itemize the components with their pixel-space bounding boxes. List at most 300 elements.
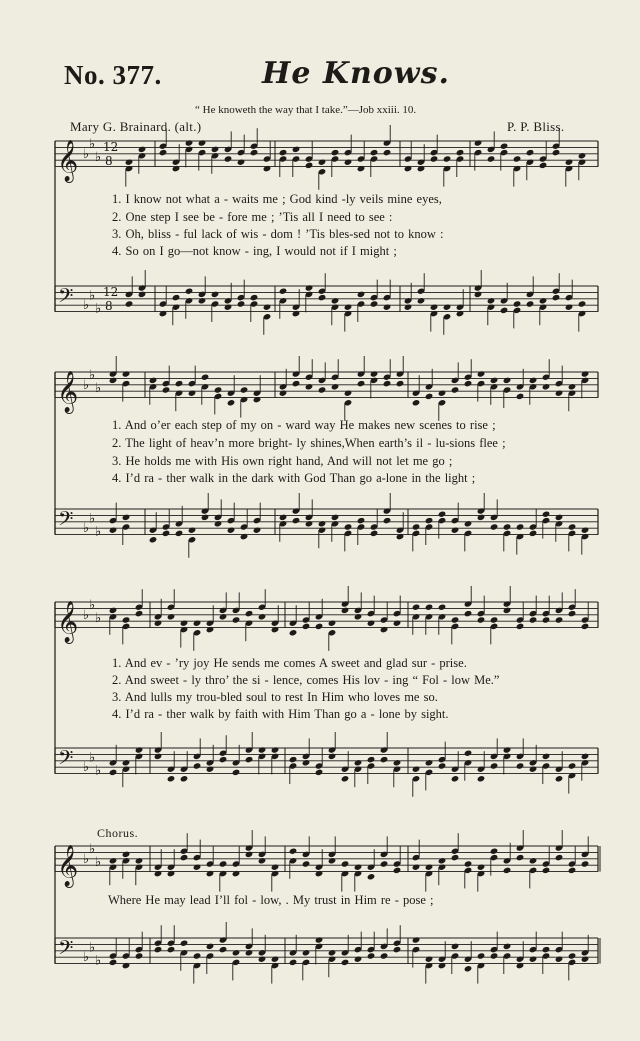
bass-note bbox=[425, 759, 434, 766]
treble-note bbox=[109, 607, 118, 614]
treble-note bbox=[380, 626, 389, 633]
bass-note bbox=[271, 746, 280, 753]
treble-note bbox=[539, 162, 548, 169]
treble-note bbox=[503, 867, 512, 874]
bass-note bbox=[542, 511, 551, 518]
flat-sign: ♭ bbox=[89, 598, 96, 614]
bass-note bbox=[232, 769, 241, 776]
treble-note bbox=[154, 620, 163, 627]
bass-note bbox=[516, 962, 525, 969]
treble-note bbox=[232, 870, 241, 877]
treble-note bbox=[263, 165, 272, 172]
treble-note bbox=[193, 620, 202, 627]
treble-note bbox=[367, 873, 376, 880]
bass-note bbox=[198, 297, 207, 304]
treble-note bbox=[354, 864, 363, 871]
bass-note bbox=[477, 775, 486, 782]
bass-note bbox=[568, 762, 577, 769]
bass-note bbox=[367, 952, 376, 959]
treble-note bbox=[162, 386, 171, 393]
treble-note bbox=[135, 610, 144, 617]
bass-note bbox=[292, 310, 301, 317]
treble-note bbox=[122, 616, 131, 623]
treble-note bbox=[201, 374, 210, 381]
flat-sign: ♭ bbox=[89, 511, 96, 527]
bass-note bbox=[180, 940, 189, 947]
treble-note bbox=[206, 626, 215, 633]
bass-note bbox=[167, 946, 176, 953]
treble-note bbox=[315, 623, 324, 630]
bass-note bbox=[258, 956, 267, 963]
bass-note bbox=[162, 530, 171, 537]
bass-note bbox=[516, 762, 525, 769]
treble-note bbox=[503, 607, 512, 614]
bass-note bbox=[542, 753, 551, 760]
bass-note bbox=[185, 288, 194, 295]
bass-note bbox=[529, 530, 538, 537]
treble-clef: 𝄞 bbox=[57, 845, 79, 887]
treble-note bbox=[138, 146, 147, 153]
flat-sign: ♭ bbox=[89, 288, 96, 304]
bass-clef: 𝄢 bbox=[58, 284, 74, 313]
treble-note bbox=[357, 380, 366, 387]
hymn-number: No. 377. bbox=[64, 60, 162, 90]
treble-note bbox=[232, 616, 241, 623]
treble-note bbox=[135, 857, 144, 864]
bass-note bbox=[568, 952, 577, 959]
treble-note bbox=[500, 143, 509, 150]
bass-note bbox=[318, 520, 327, 527]
bass-note bbox=[240, 533, 249, 540]
bass-note bbox=[279, 288, 288, 295]
flat-sign: ♭ bbox=[95, 150, 102, 165]
treble-note bbox=[344, 390, 353, 397]
bass-note bbox=[341, 959, 350, 966]
bass-note bbox=[193, 762, 202, 769]
treble-note bbox=[542, 383, 551, 390]
treble-note bbox=[380, 860, 389, 867]
treble-note bbox=[253, 396, 262, 403]
treble-note bbox=[477, 370, 486, 377]
bass-note bbox=[289, 959, 298, 966]
treble-note bbox=[516, 393, 525, 400]
flat-sign: ♭ bbox=[83, 298, 90, 314]
treble-note bbox=[224, 155, 233, 162]
flat-sign: ♭ bbox=[83, 950, 90, 966]
treble-note bbox=[578, 152, 587, 159]
bass-note bbox=[568, 523, 577, 530]
treble-note bbox=[542, 867, 551, 874]
bass-note bbox=[503, 523, 512, 530]
treble-note bbox=[167, 613, 176, 620]
bass-note bbox=[555, 514, 564, 521]
bass-note bbox=[315, 936, 324, 943]
bass-note bbox=[412, 523, 421, 530]
bass-note bbox=[370, 530, 379, 537]
bass-note bbox=[206, 943, 215, 950]
bass-note bbox=[341, 775, 350, 782]
bass-clef: 𝄢 bbox=[58, 746, 74, 775]
bass-note bbox=[135, 746, 144, 753]
treble-note bbox=[425, 393, 434, 400]
bass-note bbox=[438, 762, 447, 769]
bass-note bbox=[302, 949, 311, 956]
treble-note bbox=[396, 380, 405, 387]
treble-note bbox=[412, 399, 421, 406]
verse-line: 3. He holds me with His own right hand, And will not let me go ; bbox=[112, 454, 453, 468]
treble-note bbox=[198, 139, 207, 146]
treble-note bbox=[180, 620, 189, 627]
treble-note bbox=[188, 390, 197, 397]
treble-note bbox=[503, 377, 512, 384]
treble-note bbox=[219, 860, 228, 867]
treble-note bbox=[383, 380, 392, 387]
treble-note bbox=[258, 613, 267, 620]
bass-note bbox=[438, 511, 447, 518]
bass-note bbox=[357, 291, 366, 298]
bass-note bbox=[328, 753, 337, 760]
bass-note bbox=[503, 746, 512, 753]
bass-note bbox=[477, 514, 486, 521]
bass-note bbox=[154, 753, 163, 760]
bass-note bbox=[513, 300, 522, 307]
treble-note bbox=[477, 616, 486, 623]
treble-note bbox=[354, 613, 363, 620]
treble-note bbox=[516, 623, 525, 630]
bass-note bbox=[516, 523, 525, 530]
treble-note bbox=[438, 390, 447, 397]
time-signature: 12 bbox=[103, 285, 119, 299]
bass-note bbox=[289, 756, 298, 763]
bass-note bbox=[500, 307, 509, 314]
treble-note bbox=[357, 165, 366, 172]
treble-note bbox=[206, 870, 215, 877]
bass-note bbox=[263, 304, 272, 311]
bass-note bbox=[451, 943, 460, 950]
bass-note bbox=[412, 936, 421, 943]
treble-note bbox=[474, 139, 483, 146]
treble-note bbox=[490, 377, 499, 384]
bass-note bbox=[125, 300, 134, 307]
treble-note bbox=[279, 390, 288, 397]
flat-sign: ♭ bbox=[95, 301, 102, 317]
treble-note bbox=[542, 616, 551, 623]
bass-note bbox=[581, 527, 590, 534]
treble-note bbox=[302, 860, 311, 867]
treble-note bbox=[490, 848, 499, 855]
bass-note bbox=[357, 517, 366, 524]
treble-note bbox=[516, 854, 525, 861]
bass-note bbox=[211, 291, 220, 298]
treble-note bbox=[443, 155, 452, 162]
treble-note bbox=[328, 857, 337, 864]
treble-note bbox=[425, 864, 434, 871]
treble-note bbox=[451, 616, 460, 623]
bass-note bbox=[219, 946, 228, 953]
treble-note bbox=[451, 854, 460, 861]
treble-note bbox=[568, 610, 577, 617]
verse-line: 2. One step I see be - fore me ; ’Tis all I need to see : bbox=[112, 210, 393, 224]
flat-sign: ♭ bbox=[95, 763, 102, 779]
bass-note bbox=[167, 775, 176, 782]
bass-note bbox=[331, 297, 340, 304]
treble-note bbox=[109, 857, 118, 864]
treble-note bbox=[430, 155, 439, 162]
treble-note bbox=[487, 155, 496, 162]
treble-note bbox=[122, 370, 131, 377]
bass-note bbox=[490, 523, 499, 530]
bass-note bbox=[404, 304, 413, 311]
bass-note bbox=[159, 310, 168, 317]
treble-note bbox=[370, 370, 379, 377]
bass-note bbox=[344, 523, 353, 530]
treble-note bbox=[581, 623, 590, 630]
bass-note bbox=[328, 949, 337, 956]
bass-note bbox=[206, 766, 215, 773]
bass-note bbox=[425, 956, 434, 963]
bass-note bbox=[318, 294, 327, 301]
treble-note bbox=[529, 377, 538, 384]
bass-note bbox=[487, 297, 496, 304]
treble-note bbox=[513, 155, 522, 162]
bass-note bbox=[425, 517, 434, 524]
treble-note bbox=[172, 165, 181, 172]
treble-note bbox=[292, 380, 301, 387]
treble-note bbox=[245, 851, 254, 858]
verse-line: 2. And sweet - ly thro’ the si - lence, comes His lov - ing “ Fol - low Me.” bbox=[112, 673, 500, 687]
treble-note bbox=[555, 616, 564, 623]
treble-note bbox=[159, 149, 168, 156]
treble-note bbox=[529, 857, 538, 864]
treble-note bbox=[289, 629, 298, 636]
treble-note bbox=[331, 149, 340, 156]
treble-note bbox=[258, 857, 267, 864]
treble-note bbox=[292, 146, 301, 153]
bass-note bbox=[305, 284, 314, 291]
treble-note bbox=[552, 149, 561, 156]
treble-note bbox=[456, 149, 465, 156]
flat-sign: ♭ bbox=[83, 146, 90, 162]
flat-sign: ♭ bbox=[89, 842, 96, 858]
treble-note bbox=[412, 604, 421, 611]
verse-line: 1. I know not what a - waits me ; God kind -ly veils mine eyes, bbox=[112, 192, 442, 206]
flat-sign: ♭ bbox=[95, 953, 102, 969]
hymn-title: He Knows. bbox=[262, 56, 450, 91]
bass-note bbox=[219, 756, 228, 763]
bass-note bbox=[201, 514, 210, 521]
treble-note bbox=[425, 604, 434, 611]
bass-note bbox=[227, 527, 236, 534]
bass-note bbox=[271, 956, 280, 963]
treble-note bbox=[219, 613, 228, 620]
bass-note bbox=[393, 946, 402, 953]
verse-line: 4. I’d ra - ther walk in the dark with God Than go a-lone in the light ; bbox=[112, 471, 476, 485]
bass-note bbox=[175, 530, 184, 537]
treble-note bbox=[568, 383, 577, 390]
treble-note bbox=[302, 623, 311, 630]
bass-note bbox=[490, 762, 499, 769]
treble-note bbox=[180, 854, 189, 861]
treble-note bbox=[240, 386, 249, 393]
bass-note bbox=[412, 766, 421, 773]
treble-note bbox=[464, 860, 473, 867]
bass-note bbox=[135, 952, 144, 959]
bass-clef: 𝄢 bbox=[58, 936, 74, 965]
verse-line: 1. And o’er each step of my on - ward way He makes new scenes to rise ; bbox=[112, 418, 496, 432]
treble-note bbox=[565, 159, 574, 166]
bass-note bbox=[122, 514, 131, 521]
bass-note bbox=[279, 514, 288, 521]
bass-note bbox=[456, 310, 465, 317]
treble-note bbox=[237, 159, 246, 166]
bass-note bbox=[474, 291, 483, 298]
treble-note bbox=[167, 870, 176, 877]
treble-note bbox=[185, 139, 194, 146]
bass-note bbox=[526, 300, 535, 307]
bass-note bbox=[430, 304, 439, 311]
bass-note bbox=[305, 520, 314, 527]
bass-note bbox=[258, 746, 267, 753]
bass-note bbox=[542, 946, 551, 953]
bass-note bbox=[539, 297, 548, 304]
bass-note bbox=[122, 962, 131, 969]
treble-note bbox=[125, 159, 134, 166]
bass-note bbox=[224, 304, 233, 311]
treble-note bbox=[490, 616, 499, 623]
bass-note bbox=[396, 533, 405, 540]
treble-note bbox=[393, 620, 402, 627]
bass-note bbox=[451, 527, 460, 534]
bass-note bbox=[383, 304, 392, 311]
bass-note bbox=[367, 756, 376, 763]
bass-note bbox=[122, 759, 131, 766]
treble-note bbox=[341, 607, 350, 614]
time-signature: 8 bbox=[105, 299, 113, 313]
verse-line: 1. And ev - ’ry joy He sends me comes A sweet and glad sur - prise. bbox=[112, 656, 467, 670]
treble-note bbox=[344, 159, 353, 166]
treble-clef: 𝄞 bbox=[57, 601, 79, 643]
bass-note bbox=[245, 756, 254, 763]
bass-note bbox=[503, 943, 512, 950]
bass-note bbox=[109, 769, 118, 776]
bass-note bbox=[253, 527, 262, 534]
treble-note bbox=[175, 380, 184, 387]
treble-note bbox=[305, 162, 314, 169]
bass-note bbox=[245, 949, 254, 956]
treble-note bbox=[211, 146, 220, 153]
bass-note bbox=[149, 536, 158, 543]
treble-clef: 𝄞 bbox=[57, 371, 79, 413]
treble-note bbox=[581, 860, 590, 867]
verse-line: 3. Oh, bliss - ful lack of wis - dom ! ’Tis bles-sed not to know : bbox=[112, 227, 444, 241]
treble-note bbox=[526, 149, 535, 156]
lyricist-credit: Mary G. Brainard. (alt.) bbox=[70, 119, 202, 134]
treble-note bbox=[529, 616, 538, 623]
treble-note bbox=[318, 159, 327, 166]
treble-note bbox=[555, 854, 564, 861]
flat-sign: ♭ bbox=[89, 137, 96, 153]
treble-note bbox=[370, 149, 379, 156]
bass-note bbox=[380, 756, 389, 763]
time-signature: 8 bbox=[105, 154, 113, 168]
bass-note bbox=[529, 766, 538, 773]
bass-note bbox=[451, 775, 460, 782]
bass-note bbox=[370, 300, 379, 307]
bass-note bbox=[354, 956, 363, 963]
bass-note bbox=[417, 297, 426, 304]
treble-note bbox=[404, 165, 413, 172]
treble-note bbox=[271, 626, 280, 633]
bass-note bbox=[438, 962, 447, 969]
bass-note bbox=[578, 300, 587, 307]
treble-note bbox=[341, 860, 350, 867]
flat-sign: ♭ bbox=[89, 368, 96, 384]
treble-note bbox=[245, 610, 254, 617]
treble-note bbox=[451, 386, 460, 393]
treble-note bbox=[477, 864, 486, 871]
flat-sign: ♭ bbox=[83, 377, 90, 393]
treble-note bbox=[193, 864, 202, 871]
bass-note bbox=[292, 517, 301, 524]
treble-note bbox=[122, 851, 131, 858]
bass-note bbox=[581, 956, 590, 963]
bass-note bbox=[214, 520, 223, 527]
composer-credit: P. P. Bliss. bbox=[507, 119, 565, 134]
treble-note bbox=[250, 149, 259, 156]
bass-note bbox=[393, 759, 402, 766]
treble-note bbox=[328, 620, 337, 627]
treble-note bbox=[315, 870, 324, 877]
bass-note bbox=[109, 959, 118, 966]
verse-line: 4. I’d ra - ther walk by faith with Him Than go a - lone by sight. bbox=[112, 707, 449, 721]
verse-line: 2. The light of heav’n more bright- ly shines,When earth’s il - lu-sions flee ; bbox=[112, 436, 506, 450]
bass-note bbox=[555, 956, 564, 963]
treble-clef: 𝄞 bbox=[57, 140, 79, 182]
treble-note bbox=[214, 386, 223, 393]
bass-note bbox=[315, 769, 324, 776]
bass-note bbox=[154, 946, 163, 953]
flat-sign: ♭ bbox=[95, 855, 102, 870]
scripture-reference: “ He knoweth the way that I take.”—Job xxiii. 10. bbox=[195, 104, 417, 116]
bass-note bbox=[443, 304, 452, 311]
bass-note bbox=[188, 527, 197, 534]
treble-note bbox=[568, 867, 577, 874]
bass-note bbox=[331, 514, 340, 521]
bass-note bbox=[581, 753, 590, 760]
treble-note bbox=[279, 149, 288, 156]
treble-note bbox=[438, 604, 447, 611]
flat-sign: ♭ bbox=[83, 607, 90, 623]
treble-note bbox=[417, 165, 426, 172]
treble-note bbox=[154, 870, 163, 877]
treble-note bbox=[305, 383, 314, 390]
treble-note bbox=[464, 610, 473, 617]
flat-sign: ♭ bbox=[95, 381, 102, 396]
treble-note bbox=[555, 390, 564, 397]
bass-note bbox=[477, 952, 486, 959]
bass-note bbox=[354, 759, 363, 766]
flat-sign: ♭ bbox=[95, 611, 102, 626]
flat-sign: ♭ bbox=[83, 521, 90, 537]
treble-note bbox=[318, 386, 327, 393]
treble-note bbox=[412, 864, 421, 871]
flat-sign: ♭ bbox=[95, 524, 102, 540]
treble-note bbox=[367, 620, 376, 627]
bass-note bbox=[464, 750, 473, 757]
flat-sign: ♭ bbox=[83, 760, 90, 776]
treble-note bbox=[227, 399, 236, 406]
treble-note bbox=[331, 383, 340, 390]
